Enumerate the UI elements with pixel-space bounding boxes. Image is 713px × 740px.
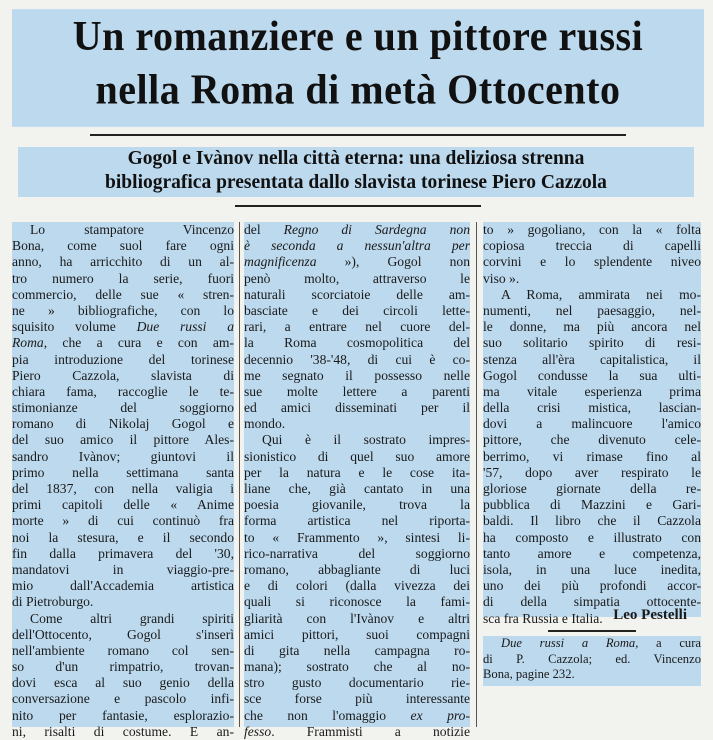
text-line: del suo amico il pittore Ales-: [12, 432, 234, 448]
text-line: fesso. Frammisti a notizie: [244, 723, 470, 739]
text-line: primo nella settimana santa: [12, 464, 234, 480]
text-line: conversazione e pascolo infi-: [12, 691, 234, 707]
text-line: della crisi mistica, lascian-: [483, 400, 701, 416]
text-line: ed amici disseminati per il: [244, 400, 470, 416]
text-line: copiosa treccia di capelli: [483, 238, 701, 254]
text-line: rico-narrativa del soggiorno: [244, 545, 470, 561]
text-line: è seconda a nessun'altra per: [244, 238, 470, 254]
text-line: basciate e dei circoli lette-: [244, 302, 470, 318]
text-line: sue molte lettere a parenti: [244, 383, 470, 399]
text-line: di gita nella campagna ro-: [244, 642, 470, 658]
signature-rule: [548, 630, 636, 632]
text-line: baldi. Il libro che il Cazzola: [483, 513, 701, 529]
column-divider-2: [476, 222, 477, 727]
text-line: numenti, nel paesaggio, nel-: [483, 302, 701, 318]
text-line: sandro Ivànov; giuntovi il: [12, 448, 234, 464]
text-line: tro numero la serie, fuori: [12, 270, 234, 286]
text-line: dell'Ottocento, Gogol s'inserì: [12, 626, 234, 642]
headline: [12, 9, 704, 127]
article-column-1: [12, 222, 234, 739]
note-line: di P. Cazzola; ed. Vincenzo: [483, 651, 701, 666]
text-line: mio dall'Accademia artistica: [12, 578, 234, 594]
text-line: noi la stesura, e il secondo: [12, 529, 234, 545]
text-line: pubblica di Mazzini e Gari-: [483, 497, 701, 513]
text-line: so d'un rimpatrio, trovan-: [12, 659, 234, 675]
text-line: tanto amore e competenza,: [483, 545, 701, 561]
author-signature: Leo Pestelli: [613, 607, 687, 623]
text-line: mondo.: [244, 416, 286, 432]
bibliographic-note: [483, 636, 701, 686]
text-line: nell'ambiente romano col sen-: [12, 642, 234, 658]
text-line: A Roma, ammirata nei mo-: [501, 286, 701, 302]
text-line: Bona, come suol fare ogni: [12, 238, 234, 254]
text-line: squisito volume Due russi a: [12, 319, 234, 335]
text-line: morte » di cui continuò fra: [12, 513, 234, 529]
text-line: di della simpatia ottocente-: [483, 594, 701, 610]
note-line: Due russi a Roma, a cura: [501, 636, 701, 650]
text-line: di Pietroburgo.: [12, 594, 94, 610]
text-line: uno dei più profondi accor-: [483, 578, 701, 594]
subtitle-rule: [235, 205, 481, 207]
text-line: '57, dopo aver respirato le: [483, 464, 701, 480]
text-line: decennio '38-'48, di cui è co-: [244, 351, 470, 367]
text-line: Piero Cazzola, slavista di: [12, 367, 234, 383]
column-divider-1: [239, 222, 240, 727]
text-line: isola, in una luce inedita,: [483, 561, 701, 577]
note-line: Bona, pagine 232.: [483, 667, 575, 681]
text-line: mana); sostrato che al no-: [244, 659, 470, 675]
text-line: gliarità con l'Ivànov e altri: [244, 610, 470, 626]
text-line: forma artistica nel riporta-: [244, 513, 470, 529]
text-line: nito per fantasie, esplorazio-: [12, 707, 234, 723]
text-line: pittore, che divenuto cele-: [483, 432, 701, 448]
text-line: Gogol condusse la sua ulti-: [483, 367, 701, 383]
text-line: magnificenza »), Gogol non: [244, 254, 470, 270]
headline-rule: [90, 134, 626, 136]
text-line: to » gogoliano, con la « folta: [483, 222, 701, 237]
text-line: anno, ha arricchito di un al-: [12, 254, 234, 270]
text-line: le donne, ma più ancora nel: [483, 319, 701, 335]
text-line: liane che, già cantato in una: [244, 481, 470, 496]
text-line: naturali scorciatoie delle am-: [244, 286, 470, 302]
text-line: chiara fama, raccoglie le te-: [12, 383, 234, 399]
subtitle-line-2: bibliografica presentata dallo slavista torinese Piero Cazzola: [105, 172, 607, 193]
text-line: per la natura e le cose ita-: [244, 464, 470, 480]
subtitle-line-1: Gogol e Ivànov nella città eterna: una deliziosa strenna: [127, 148, 585, 169]
text-line: suo solitario spirito di resi-: [483, 335, 701, 351]
text-line: ne » bibliografiche, con lo: [12, 302, 234, 318]
text-line: to « Frammento », sintesi li-: [244, 529, 470, 545]
text-line: del 1837, con nella valigia i: [12, 481, 234, 496]
text-line: commercio, delle sue « stren-: [12, 286, 234, 302]
text-line: che non l'omaggio ex pro-: [244, 707, 470, 723]
text-line: dovi a malincuore l'amico: [483, 416, 701, 432]
text-line: amici pittori, suoi compagni: [244, 626, 470, 642]
text-line: Qui è il sostrato impres-: [262, 432, 470, 448]
text-line: sca fra Russia e Italia.: [483, 610, 603, 626]
text-line: quali si riconosce la fami-: [244, 594, 470, 610]
text-line: Roma, che a cura e con am-: [12, 335, 234, 351]
text-line: sionistico di quel suo amore: [244, 448, 470, 464]
text-line: ma vitale esperienza prima: [483, 383, 701, 399]
text-line: stimonianze del soggiorno: [12, 400, 234, 416]
text-line: gloriose giornate della re-: [483, 481, 701, 496]
text-line: rari, a entrare nel cuore del-: [244, 319, 470, 335]
text-line: penò molto, attraverso le: [244, 270, 470, 286]
headline-line-1: Un romanziere e un pittore russi: [72, 12, 644, 60]
text-line: ha composto e illustrato con: [483, 529, 701, 545]
text-line: romano, abbagliante di luci: [244, 561, 470, 577]
text-line: corvini e lo splendente niveo: [483, 254, 701, 270]
article-column-2: [244, 222, 470, 739]
text-line: la Roma cosmopolitica del: [244, 335, 470, 351]
text-line: romano di Nikolaj Gogol e: [12, 416, 234, 432]
text-line: e di colori (dalla vivezza dei: [244, 578, 470, 594]
text-line: stenza all'èra capitalistica, il: [483, 351, 701, 367]
text-line: stro gusto documentario rie-: [244, 675, 470, 691]
text-line: del Regno di Sardegna non: [244, 222, 470, 237]
text-line: mandatovi in viaggio-pre-: [12, 561, 234, 577]
text-line: poesia giovanile, trova la: [244, 497, 470, 513]
subtitle: [18, 147, 694, 197]
text-line: sce forse più interessante: [244, 691, 470, 707]
text-line: pia introduzione del torinese: [12, 351, 234, 367]
article-column-3: [483, 222, 701, 626]
text-line: berrimo, vi rimase fino al: [483, 448, 701, 464]
text-line: ni, risalti di costume. E an-: [12, 723, 234, 739]
text-line: Come altri grandi spiriti: [30, 610, 234, 626]
text-line: fin dalla primavera del '30,: [12, 545, 234, 561]
text-line: viso ».: [483, 270, 520, 286]
headline-line-2: nella Roma di metà Ottocento: [95, 65, 621, 114]
text-line: primi capitoli delle « Anime: [12, 497, 234, 513]
text-line: dovi esca al suo genio della: [12, 675, 234, 691]
text-line: Lo stampatore Vincenzo: [30, 222, 234, 237]
text-line: me segnato il possesso nelle: [244, 367, 470, 383]
